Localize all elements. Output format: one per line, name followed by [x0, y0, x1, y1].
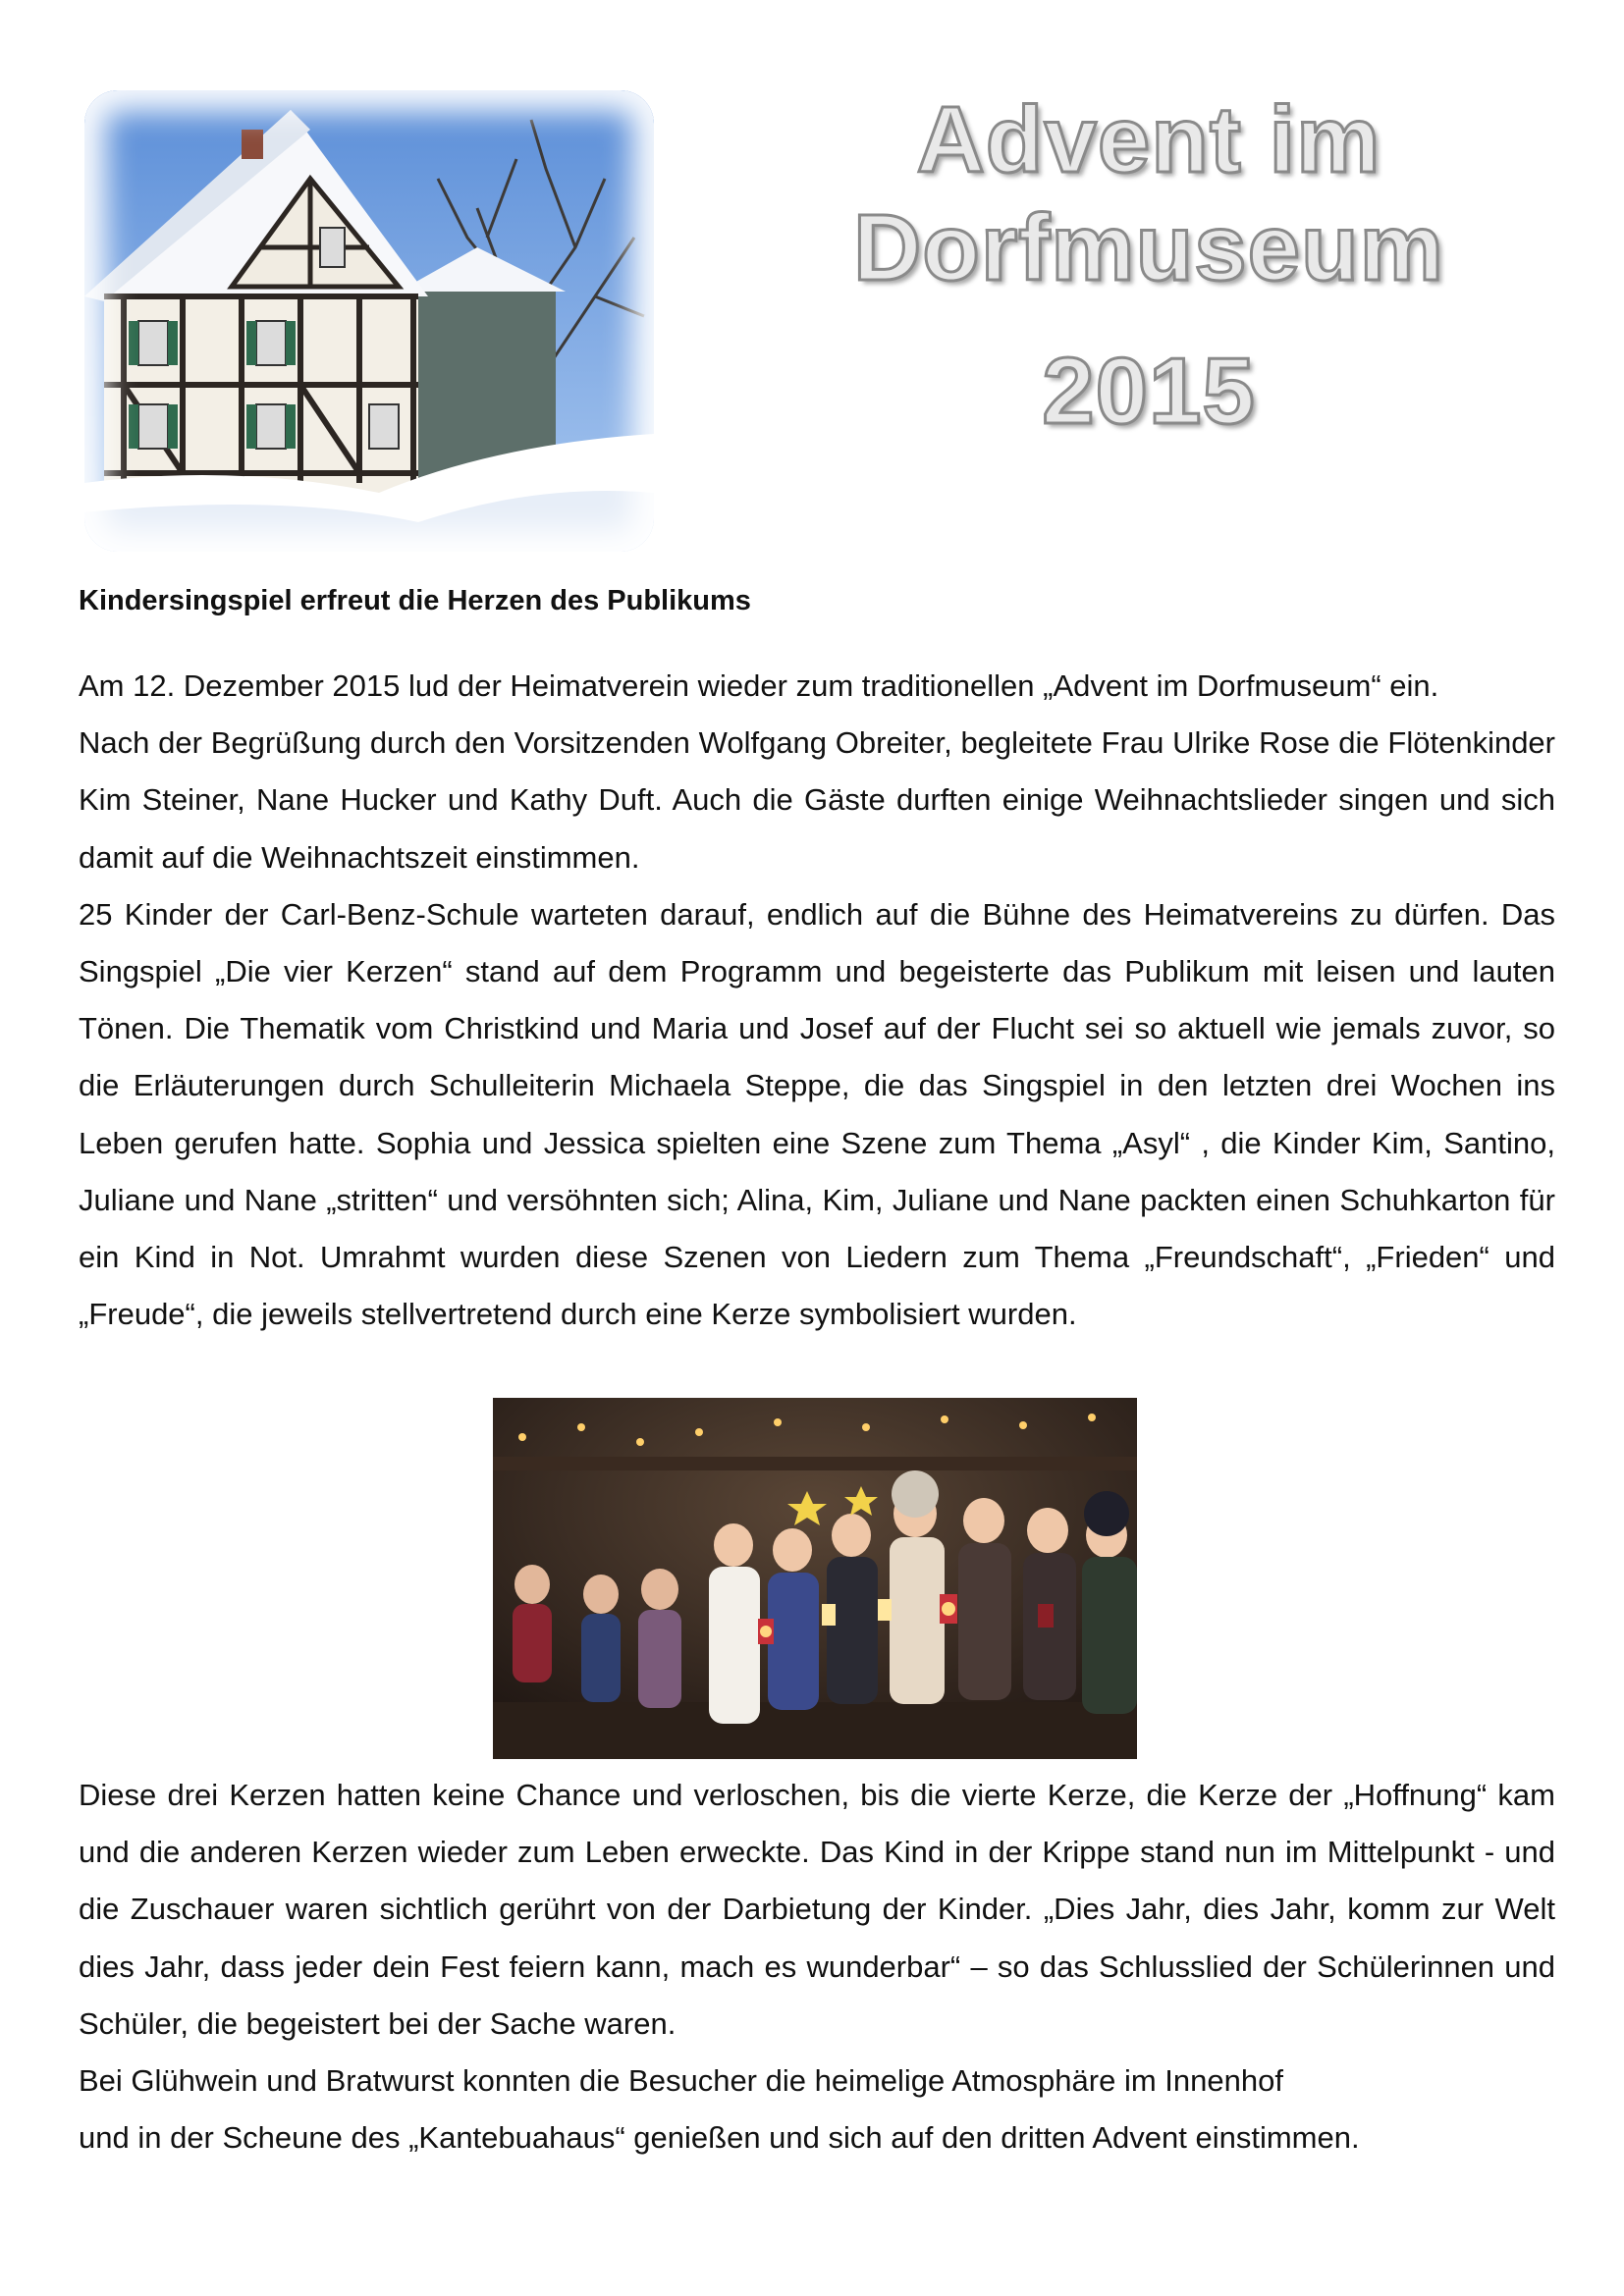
children-choir-illustration: [493, 1398, 1137, 1759]
house-illustration: [84, 90, 654, 552]
paragraph: Diese drei Kerzen hatten keine Chance und verloschen, bis die vierte Kerze, die Kerze der „Hoffnung“ kam und die anderen Kerzen wieder zum Leben erweckte. Das Kind in der Krippe stand nun im Mittelpunkt - und die Zuschauer waren sichtlich gerührt von der Darbietung der Kinder. „Dies Jahr, dies Jahr, komm zur Welt dies Jahr, dass jeder dein Fest feiern kann, mach es wunderbar“ – so das Schlusslied der Schülerinnen und Schüler, die begeistert bei der Sache waren.: [79, 1778, 1555, 2041]
paragraph: und in der Scheune des „Kantebuahaus“ genießen und sich auf den dritten Advent einstimmen.: [79, 2120, 1360, 2156]
paragraph: 25 Kinder der Carl-Benz-Schule warteten darauf, endlich auf die Bühne des Heimatvereins zu dürfen. Das Singspiel „Die vier Kerzen“ stand auf dem Programm und begeisterte das Publikum mit leisen und lauten Tönen. Die Thematik vom Christkind und Maria und Josef auf der Flucht sei so aktuell wie jemals zuvor, so die Erläuterungen durch Schulleiterin Michaela Steppe, die das Singspiel in den letzten drei Wochen ins Leben gerufen hatte. Sophia und Jessica spielten eine Szene zum Thema „Asyl“ , die Kinder Kim, Santino, Juliane und Nane „stritten“ und versöhnten sich; Alina, Kim, Juliane und Nane packten einen Schuhkarton für ein Kind in Not. Umrahmt wurden diese Szenen von Liedern zum Thema „Freundschaft“, „Frieden“ und „Freude“, die jeweils stellvertretend durch eine Kerze symbolisiert wurden.: [79, 896, 1555, 1332]
header-photo: [84, 90, 654, 552]
article-body-top: [79, 658, 1555, 1343]
title-line-1: Advent im: [916, 87, 1381, 192]
article-body-bottom: [79, 1767, 1555, 2166]
title-line-2: Dorfmuseum: [852, 195, 1445, 300]
event-photo: [493, 1398, 1137, 1759]
paragraph: Nach der Begrüßung durch den Vorsitzenden Wolfgang Obreiter, begleitete Frau Ulrike Rose die Flötenkinder Kim Steiner, Nane Hucker und Kathy Duft. Auch die Gäste durften einige Weihnachtslieder singen und sich damit auf die Weihnachtszeit einstimmen.: [79, 725, 1555, 875]
paragraph: Am 12. Dezember 2015 lud der Heimatverein wieder zum traditionellen „Advent im Dorfmuseum“ ein.: [79, 668, 1439, 703]
paragraph: Bei Glühwein und Bratwurst konnten die Besucher die heimelige Atmosphäre im Innenhof: [79, 2063, 1283, 2099]
article-headline: Kindersingspiel erfreut die Herzen des Publikums: [79, 585, 751, 616]
page-title: [785, 86, 1512, 446]
title-year: 2015: [1042, 339, 1256, 444]
